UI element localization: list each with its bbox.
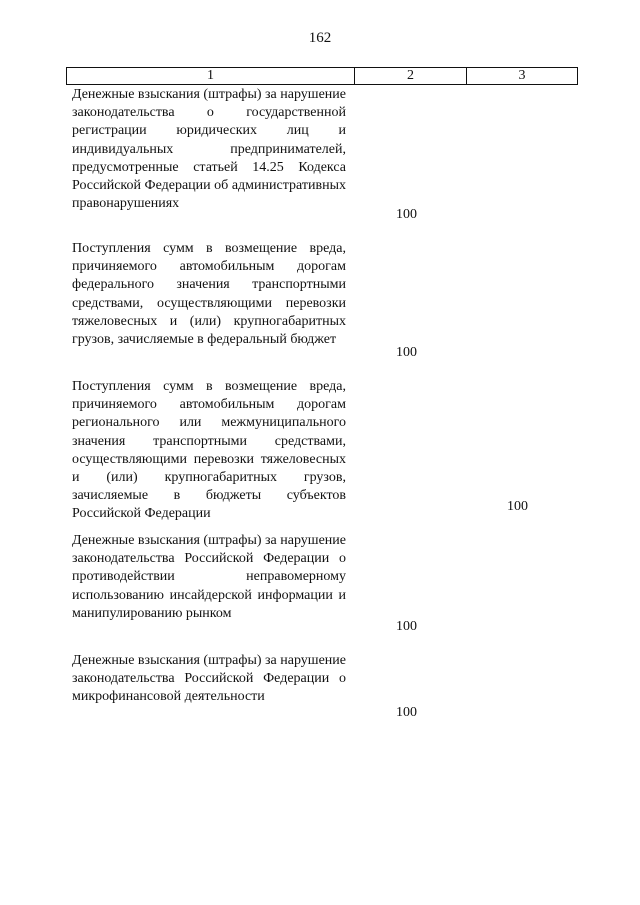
page-number: 162 [308,30,332,46]
row-value-col3: 100 [507,499,528,514]
column-header-1: 1 [67,68,355,84]
row-value-col2: 100 [396,619,417,634]
row-description: Денежные взыскания (штрафы) за нарушение законодательства о государственной регистрации юридических лиц и индивидуальных предпринимателей, предусмотренные статьей 14.25 Кодекса Российской Федерации об административных правонарушениях [72,87,346,212]
row-value-col2: 100 [396,705,417,720]
column-header-2: 2 [355,68,467,84]
row-description: Денежные взыскания (штрафы) за нарушение законодательства Российской Федерации о микрофинансовой деятельности [72,653,346,705]
column-header-3: 3 [518,68,526,83]
row-value-col2: 100 [396,207,417,222]
row-description: Денежные взыскания (штрафы) за нарушение законодательства Российской Федерации о противодействии неправомерному использованию инсайдерской информации и манипулированию рынком [72,533,346,621]
column-header-row [66,67,578,85]
row-description: Поступления сумм в возмещение вреда, причиняемого автомобильным дорогам регионального или межмуниципального значения транспортными средствами, осуществляющими перевозки тяжеловесных и (или) крупногабаритных грузов, зачисляемые в бюджеты субъектов Российской Федерации [72,379,346,522]
row-description: Поступления сумм в возмещение вреда, причиняемого автомобильным дорогам федерального значения транспортными средствами, осуществляющими перевозки тяжеловесных и (или) крупногабаритных грузов, зачисляемые в федеральный бюджет [72,241,346,348]
row-value-col2: 100 [396,345,417,360]
